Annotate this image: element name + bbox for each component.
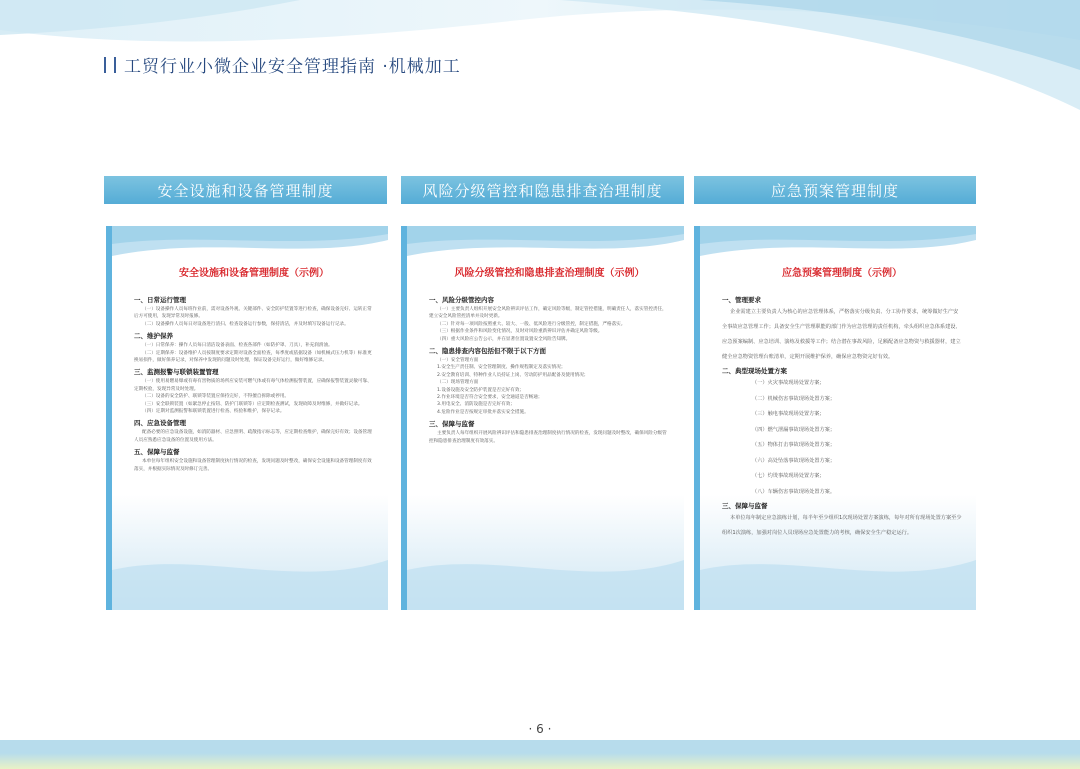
document-paragraph: （三）安全联锁装置（如紧急停止按钮、防护门联锁等）应定期检查测试，发现故障及时维修，并做好记录。 [142,401,363,407]
document-paragraph: 本单位每年组织安全设施和设备管理制度执行情况的检查，发现问题及时整改，确保安全设施和设备管理制度有效落实，并根据实际情况及时修订完善。 [134,459,372,472]
document-card-emergency [694,226,976,610]
page-number: · 6 · [528,722,552,736]
document-section-heading: 四、应急设备管理 [134,419,186,428]
document-paragraph: 2.作业环境是否符合安全要求，安全通道是否畅通； [437,395,543,401]
document-paragraph: 主要负责人每年组织开展风险辨识评估和隐患排查治理制度执行情况的检查，发现问题及时整改，确保风险分级管控和隐患排查治理制度有效落实。 [429,431,667,444]
document-list-item: （五）物体打击事故现场处置方案； [752,442,836,448]
section-banner-emergency: 应急预案管理制度 [694,176,976,204]
document-section-heading: 二、典型现场处置方案 [722,367,787,375]
document-paragraph: （一）安全管理方面 [437,358,479,364]
footer-strip [0,740,1080,769]
document-section-heading: 一、日常运行管理 [134,296,186,304]
page-header [104,52,461,77]
document-paragraph: （二）现场管理方面 [437,380,479,386]
section-banner-facilities: 安全设施和设备管理制度 [104,176,387,204]
document-body [429,264,670,445]
document-body [134,264,374,473]
document-title: 应急预案管理制度（示例） [782,268,902,279]
document-card-facilities [106,226,388,610]
document-section-heading: 三、保障与监督 [722,502,768,510]
document-paragraph: 3.用电安全、消防设施是否完好有效； [437,402,515,408]
document-title: 安全设施和设备管理制度（示例） [179,268,329,279]
document-section-heading: 五、保障与监督 [134,448,180,457]
document-paragraph: （二）针对每一项风险按照重大、较大、一般、低风险进行分级管控，制定措施，严格落实。 [437,321,626,327]
header-marker [104,57,106,73]
document-paragraph: （一）设备操作人员每班作业前，需对设备外观、关键部件、安全防护装置等进行检查，确保设备完好、运转正常后方可使用，发现异常及时报修。 [134,307,372,320]
document-card-risk [401,226,684,610]
document-section-heading: 三、保障与监督 [429,420,475,429]
page-title: 工贸行业小微企业安全管理指南 ·机械加工 [124,57,461,77]
document-paragraph: （四）定期对监测报警和联锁装置进行检查、校验和维护，保存记录。 [142,409,285,415]
document-section-heading: 一、风险分级管控内容 [429,296,494,304]
document-section-heading: 二、维护保养 [134,332,173,341]
document-paragraph: 1.安全生产责任制、安全管理制度、操作规程制定及落实情况； [437,365,566,371]
document-section-heading: 三、监测报警与联锁装置管理 [134,368,219,377]
document-paragraph: （二）设备的安全防护、联锁等装置应保持完好，不得擅自拆除或停用。 [142,394,290,400]
document-paragraph: 本单位每年制定应急演练计划，每半年至少组织1次现场处置方案演练，每年对所有现场处置方案至少组织1次演练，加强对岗位人员现场应急处置能力的考核，确保安全生产稳定运行。 [722,515,962,536]
section-banner-risk: 风险分级管控和隐患排查治理制度 [401,176,684,204]
document-paragraph: （二）设备操作人员每日对设备进行清扫、检查设备运行参数，保持清洁，并及时填写设备运行记录。 [142,321,349,327]
document-paragraph: （一）主要负责人组织开展安全风险辨识评估工作，确定风险等级，制定管控措施，明确责任人，落实管控责任，建立安全风险管控清单并及时更新。 [429,307,667,320]
document-paragraph: （三）根据作业条件和风险变化情况，及时对风险重新辨识评估并确定风险等级。 [437,329,603,335]
document-paragraph: （四）重大风险应公告公示，并在显著位置设置安全风险告知牌。 [437,336,571,342]
document-paragraph: 1.设备设施及安全防护装置是否完好有效； [437,387,525,393]
document-list-item: （四）燃气泄漏事故现场处置方案； [752,426,836,433]
header-marker [114,57,116,73]
document-list-item: （六）高处坠落事故现场处置方案； [752,457,836,464]
card-bottom-wave [112,530,388,610]
document-paragraph: 4.危险作业是否按规定审批并落实安全措施。 [437,409,529,415]
document-list-item: （三）触电事故现场处置方案； [752,411,825,417]
document-list-item: （二）机械伤害事故现场处置方案； [752,395,836,402]
document-section-heading: 一、管理要求 [722,296,761,304]
document-paragraph: （二）定期保养：设备维护人员按制度要求定期对设备全面检查，每季度或依据设备（如机械式压力机等）标准更换易损件，做好保养记录，对保养中发现的问题及时处理，保证设备完好运行，做好维修记录。 [134,350,372,364]
document-list-item: （一）火灾事故现场处置方案； [752,380,825,386]
document-paragraph: 配备必要的应急设备设施，如消防器材、应急照明、疏散指示标志等，应定期检查维护，确保完好有效；设备管理人员应熟悉应急设备的位置及使用方法。 [134,430,372,443]
card-bottom-wave [407,530,684,610]
document-list-item: （七）灼烫事故现场处置方案； [752,473,825,479]
document-section-heading: 二、隐患排查内容包括但不限于以下方面 [429,347,546,356]
document-list-item: （八）车辆伤害事故现场处置方案。 [752,488,836,495]
card-bottom-wave [700,530,976,610]
document-paragraph: 2.安全教育培训、特种作业人员持证上岗、劳动防护用品配备及使用情况； [437,372,589,378]
document-body [722,264,962,541]
document-paragraph: （一）使用易燃易爆或有毒有害物质的场所应安装可燃气体或有毒气体检测报警装置，应确保报警装置灵敏可靠、定期校验，发现异常及时处理。 [134,379,372,392]
document-title: 风险分级管控和隐患排查治理制度（示例） [454,268,645,279]
document-paragraph: 企业需建立主要负责人为核心的应急管理体系，严格落实分级负责、分工协作要求，统筹做好生产安全事故应急管理工作；具备安全生产管理职能的部门作为应急管理的责任机构，牵头组织应急体系建设、应急预案编制、应急培训、演练及救援等工作；结合潜在事故风险，足额配备应急物资与救援器材，建立健全应急物资管理台账清单，定期开展维护保养，确保应急物资完好有效。 [722,309,961,360]
document-paragraph: （一）日常保养：操作人员每日清洁设备表面、检查各部件（如防护罩、刀具），补充润滑油。 [142,343,333,349]
